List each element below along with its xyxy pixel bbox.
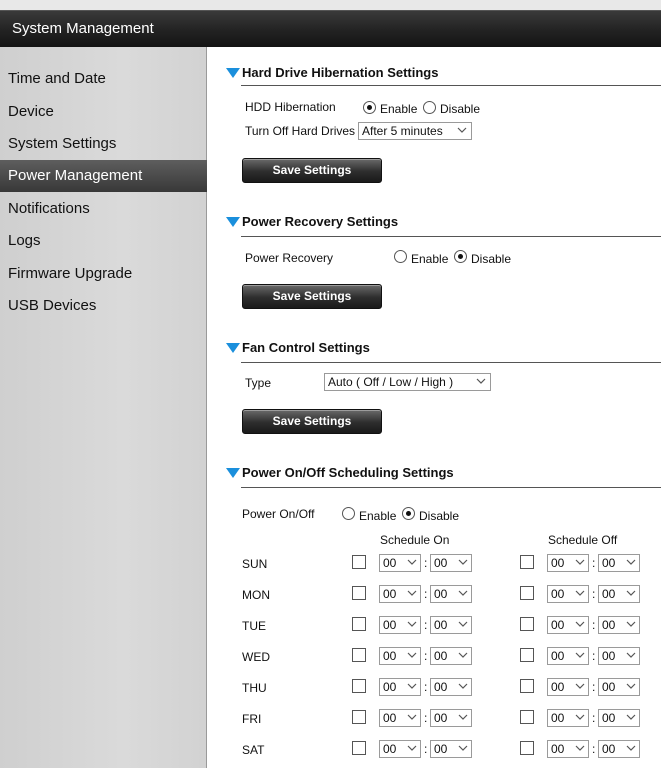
time-separator: : [592, 711, 596, 725]
sidebar-item-firmware-upgrade[interactable]: Firmware Upgrade [8, 265, 133, 282]
chevron-down-icon [458, 588, 468, 598]
chevron-down-icon [458, 557, 468, 567]
chevron-down-icon [575, 681, 585, 691]
hibernation-save-button[interactable]: Save Settings [242, 158, 382, 183]
schedule-off-hour-select[interactable]: 00 [547, 616, 589, 634]
power-recovery-label: Power Recovery [245, 251, 334, 265]
collapse-triangle-icon[interactable] [226, 68, 240, 78]
schedule-on-minute-select[interactable]: 00 [430, 585, 472, 603]
hdd-hibernation-disable-label: Disable [440, 102, 481, 116]
schedule-off-hour-select[interactable]: 00 [547, 709, 589, 727]
divider [241, 487, 661, 488]
time-separator: : [424, 618, 428, 632]
schedule-off-hour-select[interactable]: 00 [547, 678, 589, 696]
schedule-on-minute-select[interactable]: 00 [430, 647, 472, 665]
chevron-down-icon [458, 743, 468, 753]
top-strip [0, 0, 661, 10]
chevron-down-icon [407, 557, 417, 567]
sidebar-item-logs[interactable]: Logs [8, 232, 41, 249]
app-title: System Management [12, 20, 154, 37]
collapse-triangle-icon[interactable] [226, 343, 240, 353]
schedule-off-checkbox[interactable] [520, 586, 534, 600]
chevron-down-icon [458, 712, 468, 722]
schedule-off-hour-select[interactable]: 00 [547, 647, 589, 665]
schedule-off-checkbox[interactable] [520, 617, 534, 631]
time-separator: : [424, 649, 428, 663]
schedule-on-checkbox[interactable] [352, 648, 366, 662]
chevron-down-icon [626, 743, 636, 753]
chevron-down-icon [407, 650, 417, 660]
hdd-hibernation-enable-radio[interactable] [363, 101, 376, 114]
schedule-off-checkbox[interactable] [520, 679, 534, 693]
sidebar-item-power-management[interactable]: Power Management [0, 160, 207, 192]
sidebar-item-device[interactable]: Device [8, 103, 54, 120]
main-content: Hard Drive Hibernation Settings HDD Hibernation Enable Disable Turn Off Hard Drives After 5 minutes Save Settings Power Recovery Settings Power Recovery Enable Disable Save Settings Fan Control Settings Type Auto ( Off / Low / High ) Save Settings Power On/Off Scheduling Settings Power On/Off Enable Disable Schedule On Schedule Off SUN 00 : 00 00 : 00 MON 00 : 00 00 : 00 TUE 00 : 00 00 : 00 WED 00 : 00 00 : 00 THU 00 : 00 00 : 00 FRI 00 : 00 00 : 00 SAT 00 : 00 00 : 00 [208, 47, 661, 768]
chevron-down-icon [626, 681, 636, 691]
time-separator: : [424, 556, 428, 570]
schedule-off-minute-select[interactable]: 00 [598, 740, 640, 758]
chevron-down-icon [575, 712, 585, 722]
schedule-on-minute-select[interactable]: 00 [430, 554, 472, 572]
schedule-on-checkbox[interactable] [352, 617, 366, 631]
collapse-triangle-icon[interactable] [226, 468, 240, 478]
recovery-save-button[interactable]: Save Settings [242, 284, 382, 309]
schedule-off-minute-select[interactable]: 00 [598, 554, 640, 572]
chevron-down-icon [458, 650, 468, 660]
time-separator: : [592, 742, 596, 756]
chevron-down-icon [575, 557, 585, 567]
chevron-down-icon [626, 557, 636, 567]
chevron-down-icon [407, 743, 417, 753]
fan-type-label: Type [245, 376, 272, 390]
divider [241, 236, 661, 237]
day-label: MON [242, 588, 270, 602]
schedule-on-checkbox[interactable] [352, 710, 366, 724]
turn-off-select[interactable]: After 5 minutes [358, 122, 472, 140]
schedule-on-minute-select[interactable]: 00 [430, 740, 472, 758]
power-recovery-enable-radio[interactable] [394, 250, 407, 263]
day-label: TUE [242, 619, 266, 633]
schedule-on-minute-select[interactable]: 00 [430, 616, 472, 634]
chevron-down-icon [407, 619, 417, 629]
power-recovery-disable-radio[interactable] [454, 250, 467, 263]
chevron-down-icon [575, 650, 585, 660]
schedule-off-header: Schedule Off [548, 533, 618, 547]
time-separator: : [592, 618, 596, 632]
schedule-on-checkbox[interactable] [352, 741, 366, 755]
time-separator: : [424, 711, 428, 725]
chevron-down-icon [575, 619, 585, 629]
day-label: THU [242, 681, 267, 695]
schedule-on-hour-select[interactable]: 00 [379, 647, 421, 665]
schedule-off-checkbox[interactable] [520, 555, 534, 569]
sidebar-item-system-settings[interactable]: System Settings [8, 135, 117, 152]
schedule-on-hour-select[interactable]: 00 [379, 616, 421, 634]
turn-off-label: Turn Off Hard Drives [245, 124, 356, 138]
power-onoff-label: Power On/Off [242, 507, 315, 521]
chevron-down-icon [575, 588, 585, 598]
time-separator: : [424, 587, 428, 601]
schedule-off-minute-select[interactable]: 00 [598, 647, 640, 665]
day-label: FRI [242, 712, 262, 726]
hdd-hibernation-disable-radio[interactable] [423, 101, 436, 114]
time-separator: : [592, 587, 596, 601]
schedule-off-minute-select[interactable]: 00 [598, 585, 640, 603]
chevron-down-icon [407, 588, 417, 598]
schedule-on-hour-select[interactable]: 00 [379, 740, 421, 758]
time-separator: : [424, 680, 428, 694]
day-label: SUN [242, 557, 268, 571]
power-onoff-disable-radio[interactable] [402, 507, 415, 520]
time-separator: : [592, 649, 596, 663]
schedule-off-minute-select[interactable]: 00 [598, 709, 640, 727]
time-separator: : [424, 742, 428, 756]
schedule-off-minute-select[interactable]: 00 [598, 678, 640, 696]
hdd-hibernation-label: HDD Hibernation [245, 100, 336, 114]
fan-type-select[interactable]: Auto ( Off / Low / High ) [324, 373, 491, 391]
collapse-triangle-icon[interactable] [226, 217, 240, 227]
schedule-off-checkbox[interactable] [520, 648, 534, 662]
chevron-down-icon [626, 619, 636, 629]
power-onoff-enable-radio[interactable] [342, 507, 355, 520]
chevron-down-icon [626, 650, 636, 660]
day-label: WED [242, 650, 270, 664]
schedule-off-hour-select[interactable]: 00 [547, 740, 589, 758]
sidebar [0, 47, 207, 768]
time-separator: : [592, 680, 596, 694]
schedule-on-header: Schedule On [380, 533, 450, 547]
sidebar-item-usb-devices[interactable]: USB Devices [8, 297, 97, 314]
day-label: SAT [242, 743, 265, 757]
chevron-down-icon [457, 125, 467, 135]
chevron-down-icon [575, 743, 585, 753]
power-onoff-enable-label: Enable [359, 509, 397, 523]
schedule-on-checkbox[interactable] [352, 555, 366, 569]
chevron-down-icon [458, 681, 468, 691]
power-recovery-disable-label: Disable [471, 252, 512, 266]
sidebar-item-time-and-date[interactable]: Time and Date [8, 70, 106, 87]
chevron-down-icon [407, 712, 417, 722]
schedule-off-minute-select[interactable]: 00 [598, 616, 640, 634]
schedule-on-hour-select[interactable]: 00 [379, 709, 421, 727]
fan-save-button[interactable]: Save Settings [242, 409, 382, 434]
schedule-on-minute-select[interactable]: 00 [430, 678, 472, 696]
chevron-down-icon [476, 376, 486, 386]
chevron-down-icon [407, 681, 417, 691]
schedule-off-hour-select[interactable]: 00 [547, 554, 589, 572]
schedule-on-hour-select[interactable]: 00 [379, 585, 421, 603]
schedule-on-checkbox[interactable] [352, 586, 366, 600]
power-recovery-enable-label: Enable [411, 252, 449, 266]
schedule-off-hour-select[interactable]: 00 [547, 585, 589, 603]
chevron-down-icon [626, 712, 636, 722]
sidebar-item-notifications[interactable]: Notifications [8, 200, 90, 217]
schedule-off-checkbox[interactable] [520, 741, 534, 755]
divider [241, 85, 661, 86]
chevron-down-icon [458, 619, 468, 629]
app-header [0, 10, 661, 47]
divider [241, 362, 661, 363]
hdd-hibernation-enable-label: Enable [380, 102, 418, 116]
schedule-on-hour-select[interactable]: 00 [379, 678, 421, 696]
schedule-on-checkbox[interactable] [352, 679, 366, 693]
time-separator: : [592, 556, 596, 570]
chevron-down-icon [626, 588, 636, 598]
schedule-off-checkbox[interactable] [520, 710, 534, 724]
power-onoff-disable-label: Disable [419, 509, 460, 523]
schedule-on-hour-select[interactable]: 00 [379, 554, 421, 572]
schedule-on-minute-select[interactable]: 00 [430, 709, 472, 727]
